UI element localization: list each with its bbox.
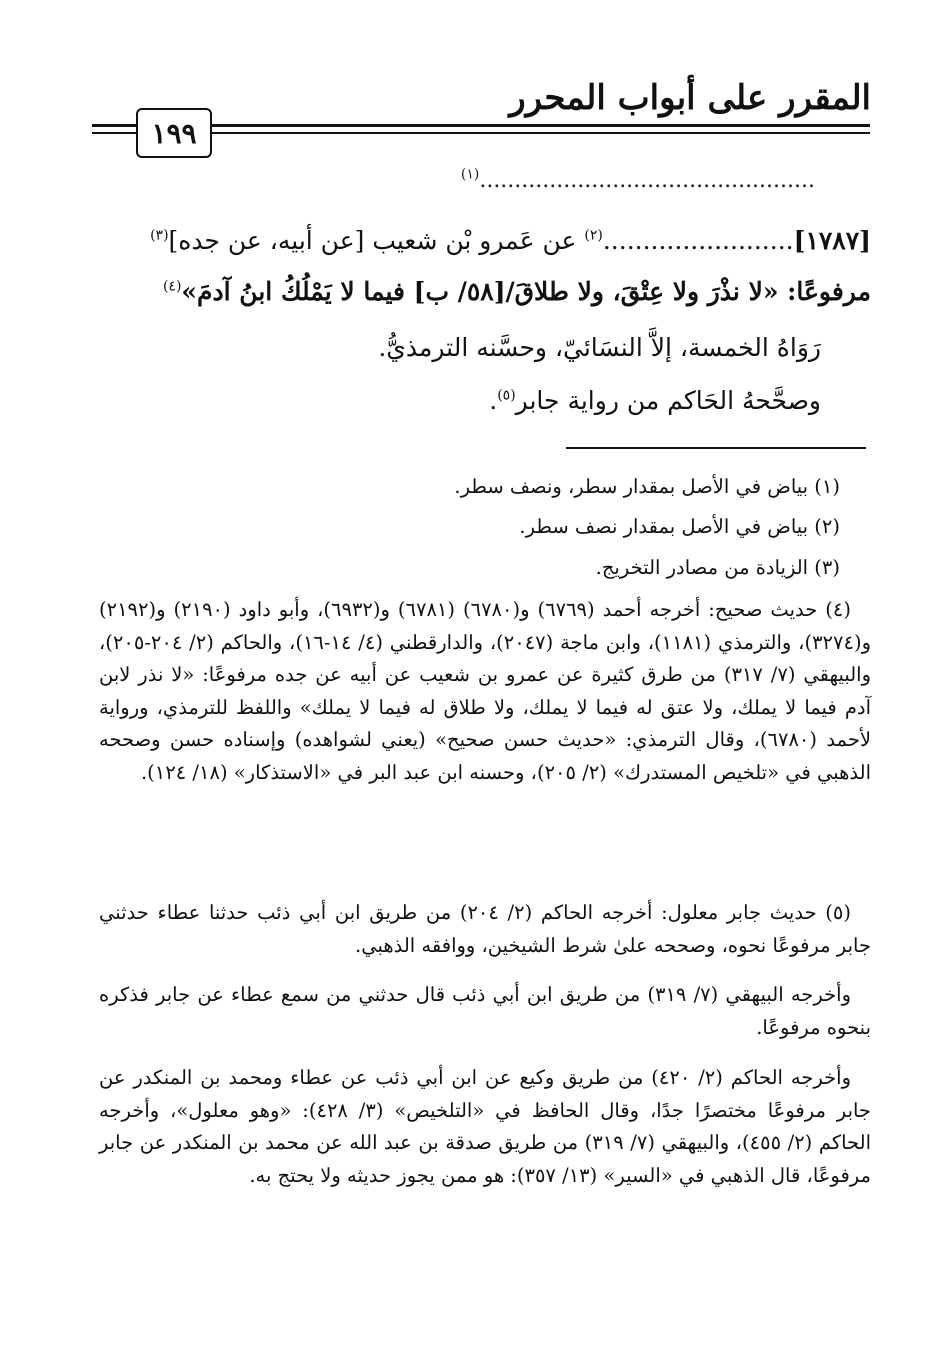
running-header-title: المقرر على أبواب المحرر — [509, 78, 871, 118]
footnote-marker-3: (٣) — [150, 227, 169, 244]
blank-line-dots: ................................................ — [479, 168, 815, 193]
footnote-marker-2: (٢) — [584, 227, 603, 244]
period: . — [489, 386, 498, 415]
footnote-5-paragraph-1: (٥) حديث جابر معلول: أخرجه الحاكم (٢/ ٢٠٤) من طريق ابن أبي ذئب حدثنا عطاء حدثني جابر مرفوعًا نحوه، وصححه علىٰ شرط الشيخين، ووافقه الذهبي. — [99, 901, 871, 957]
page-number-box — [136, 108, 212, 158]
takhrij-line-2 — [489, 386, 821, 416]
footnote-marker-5: (٥) — [497, 387, 516, 404]
hadith-number: [١٧٨٧] — [793, 226, 871, 255]
hadith-isnad: عن عَمرو بْن شعيب [عن أبيه، عن جده] — [168, 226, 577, 255]
footnote-5-paragraph-3: وأخرجه الحاكم (٢/ ٤٢٠) من طريق وكيع عن ابن أبي ذئب عن عطاء ومحمد بن المنكدر عن جابر مرفوعًا مختصرًا جدًا، وقال الحافظ في «التلخيص» (٣/ ٤٢٨): «وهو معلول»، وأخرجه الحاكم (٢/ ٤٥٥)، والبيهقي (٧/ ٣١٩) من طريق صدقة بن عبد الله عن محمد بن المنكدر عن جابر مرفوعًا، قال الذهبي في «السير» (١٣/ ٣٥٧): هو ممن يجوز حديثه ولا يحتج به. — [99, 1066, 871, 1187]
footnote-marker-4: (٤) — [162, 278, 182, 295]
takhrij-line-1 — [378, 333, 821, 363]
footnote-3: (٣) الزيادة من مصادر التخريج. — [595, 556, 840, 579]
blank-line — [461, 168, 815, 193]
hadith-dots: ........................ — [602, 226, 794, 255]
hadith-line-1 — [150, 226, 871, 256]
footnote-4: (٤) حديث صحيح: أخرجه أحمد (٦٧٦٩) و(٦٧٨٠) (٦٧٨١) و(٦٩٣٢)، وأبو داود (٢١٩٠) و(٢١٩٢) و(٣٢٧٤)، والترمذي (١١٨١)، وابن ماجة (٢٠٤٧)، والدارقطني (٤/ ١٤-١٦)، والحاكم (٢/ ٢٠٤-٢٠٥)، والبيهقي (٧/ ٣١٧) من طرق كثيرة عن عمرو بن شعيب عن أبيه عن جده مرفوعًا: «لا نذر لابن آدم فيما لا يملك، ولا عتق له فيما لا يملك، ولا طلاق له فيما لا يملك» واللفظ للترمذي، ورواية لأحمد (٦٧٨٠)، وقال الترمذي: «حديث حسن صحيح» (يعني لشواهده) وإسناده حسن وصححه الذهبي في «تلخيص المستدرك» (٢/ ٢٠٥)، وحسنه ابن عبد البر في «الاستذكار» (١٨/ ١٢٤). — [99, 598, 872, 784]
footnote-2: (٢) بياض في الأصل بمقدار نصف سطر. — [519, 515, 840, 538]
takhrij-text-2: وصحَّحهُ الحَاكم من رواية جابر — [515, 386, 821, 415]
footnote-marker-1: (١) — [460, 166, 480, 183]
page-number: ١٩٩ — [151, 116, 197, 150]
hadith-matn: مرفوعًا: «لا نذْرَ ولا عِتْقَ، ولا طلاقَ/[٥٨/ ب] فيما لا يَمْلُكُ ابنُ آدمَ» — [181, 277, 871, 306]
footnote-separator — [566, 447, 866, 449]
footnote-1: (١) بياض في الأصل بمقدار سطر، ونصف سطر. — [454, 475, 840, 498]
footnote-5-paragraph-2: وأخرجه البيهقي (٧/ ٣١٩) من طريق ابن أبي ذئب قال حدثني من سمع عطاء عن جابر فذكره بنحوه مرفوعًا. — [99, 983, 871, 1039]
hadith-line-2 — [163, 277, 871, 307]
takhrij-text-1: رَوَاهُ الخمسة، إلاَّ النسَائيّ، وحسَّنه الترمذيُّ. — [378, 333, 821, 362]
